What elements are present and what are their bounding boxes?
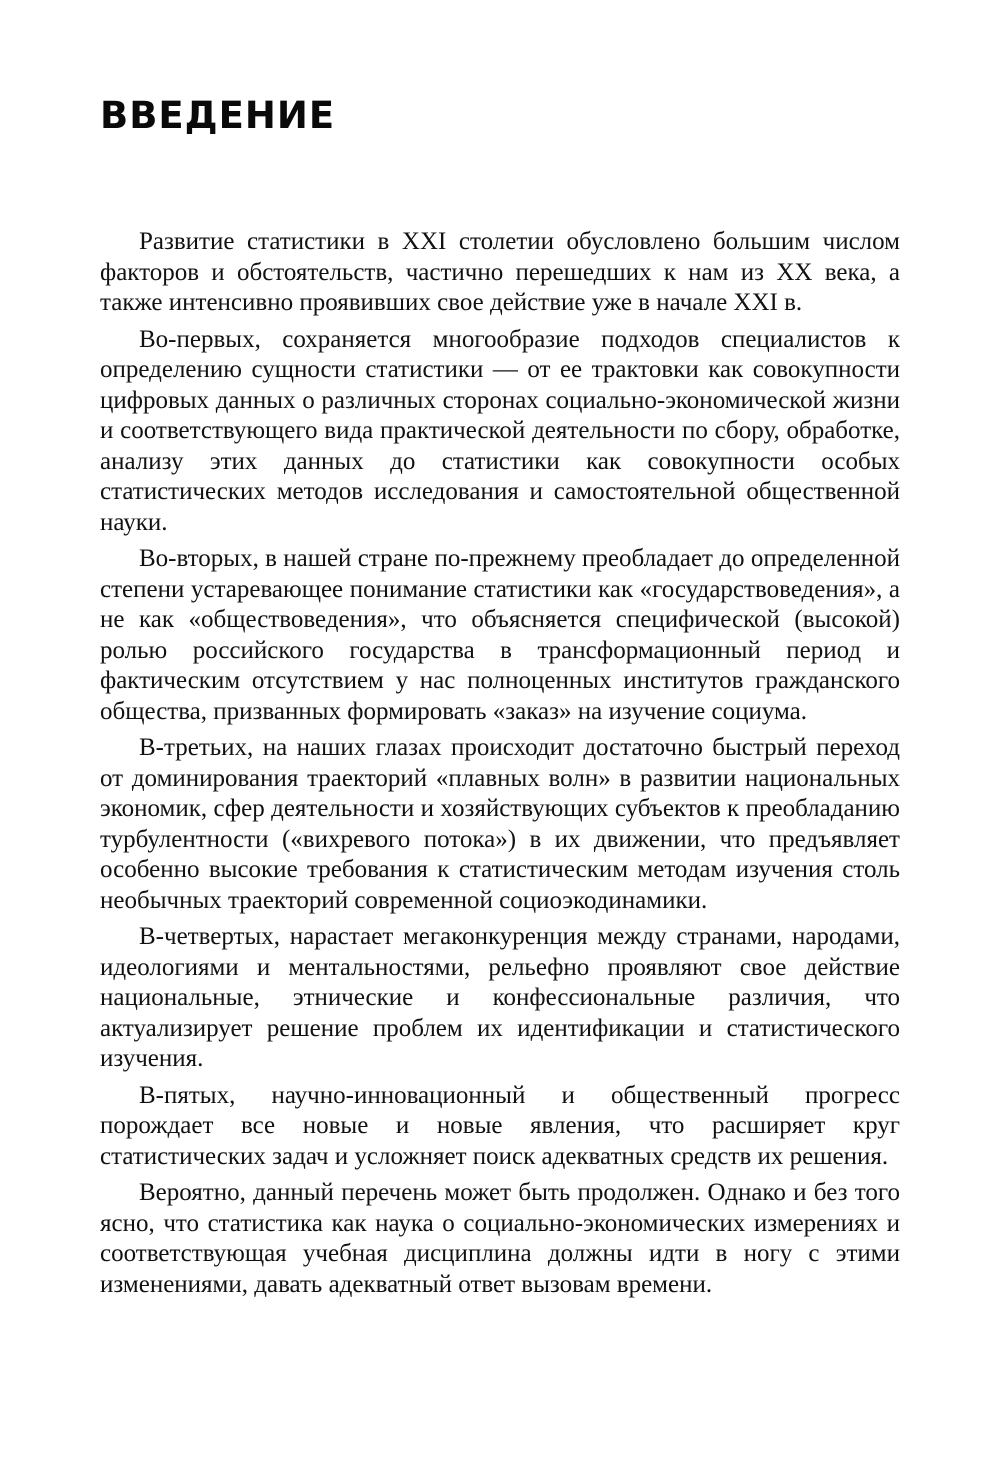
chapter-heading: ВВЕДЕНИЕ xyxy=(100,94,336,137)
paragraph-2: Во-первых, сохраняется многообразие подходов специалистов к определению сущности статистики — от ее трактовки как совокупности цифровых данных о различных сторонах социально-экономической жизни и соответствующего вида практической деятельности по сбору, обработке, анализу этих данных до статистики как совокупности особых статистических методов исследования и самостоятельной общественной науки. xyxy=(100,325,900,536)
paragraph-3: Во-вторых, в нашей стране по-прежнему преобладает до определенной степени устаревающее понимание статистики как «государствоведения», а не как «обществоведения», что объясняется специфической (высокой) ролью российского государства в трансформационный период и фактическим отсутствием у нас полноценных институтов гражданского общества, призванных формировать «заказ» на изучение социума. xyxy=(100,545,900,725)
paragraph-1: Развитие статистики в XXI столетии обусловлено большим числом факторов и обстоятельств, частично перешедших к нам из XX века, а также интенсивно проявивших свое действие уже в начале XXI в. xyxy=(100,228,900,316)
paragraph-5: В-четвертых, нарастает мегаконкуренция между странами, народами, идеологиями и ментальностями, рельефно проявляют свое действие национальные, этнические и конфессиональные различия, что актуализирует решение проблем их идентификации и статистического изучения. xyxy=(100,923,900,1072)
body-text xyxy=(100,227,900,1306)
paragraph-4: В-третьих, на наших глазах происходит достаточно быстрый переход от доминирования траекторий «плавных волн» в развитии национальных экономик, сфер деятельности и хозяйствующих субъектов к преобладанию турбулентности («вихревого потока») в их движении, что предъявляет особенно высокие требования к статистическим методам изучения столь необычных траекторий современной социоэкодинамики. xyxy=(100,734,900,914)
paragraph-6: В-пятых, научно-инновационный и общественный прогресс порождает все новые и новые явления, что расширяет круг статистических задач и усложняет поиск адекватных средств их решения. xyxy=(100,1081,900,1170)
paragraph-7: Вероятно, данный перечень может быть продолжен. Однако и без того ясно, что статистика как наука о социально-экономических измерениях и соответствующая учебная дисциплина должны идти в ногу с этими изменениями, давать адекватный ответ вызовам времени. xyxy=(100,1179,900,1298)
